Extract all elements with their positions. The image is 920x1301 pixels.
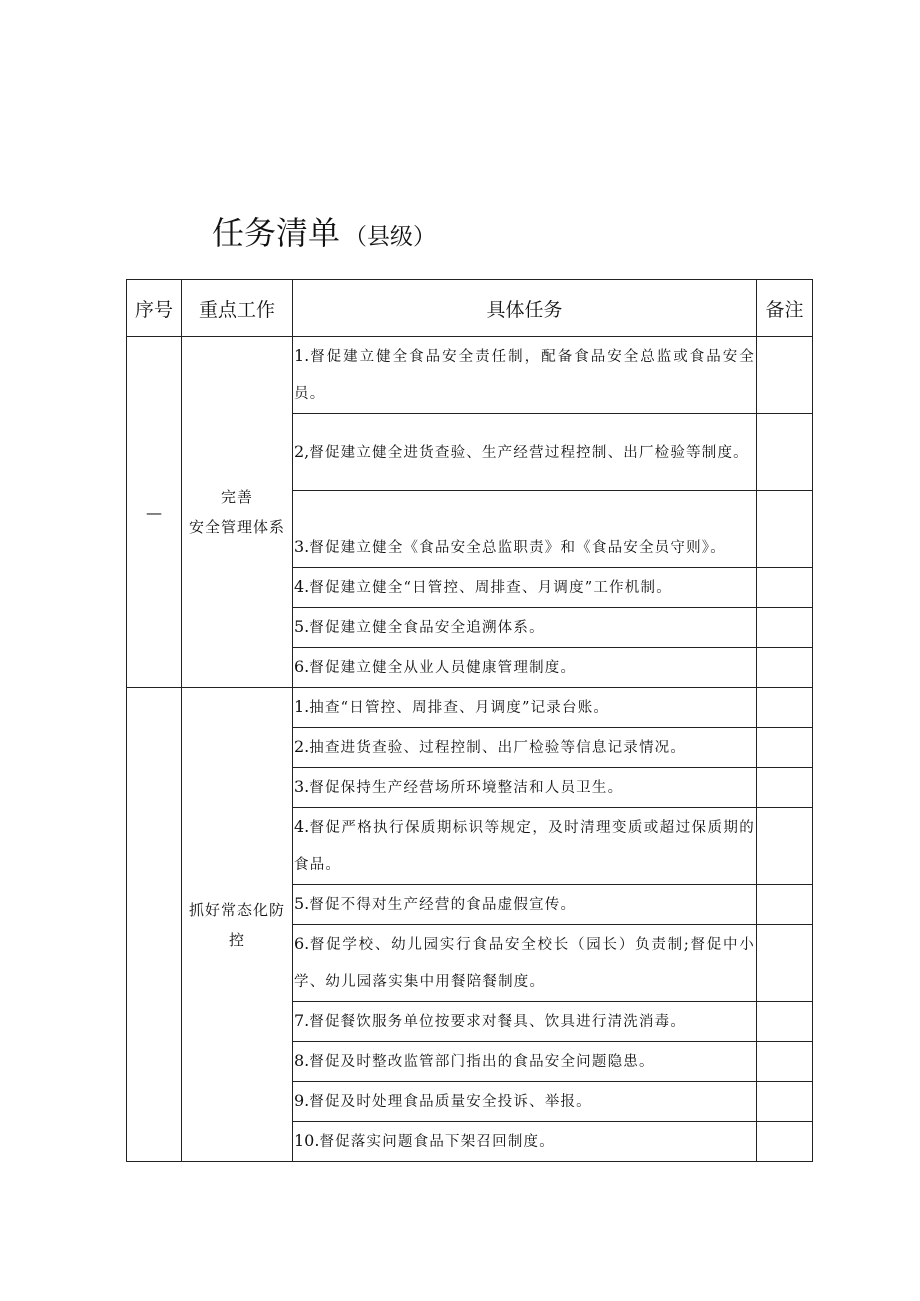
table-row: [127, 337, 813, 414]
focus-line: 抓好常态化防: [188, 900, 285, 919]
note-cell: [757, 568, 813, 608]
section-index: [127, 688, 182, 1162]
task-cell: 3.督促保持生产经营场所环境整洁和人员卫生。: [293, 768, 757, 808]
table-row: [127, 688, 813, 728]
note-cell: [757, 491, 813, 568]
section-focus: [182, 337, 293, 688]
task-cell: 9.督促及时处理食品质量安全投诉、举报。: [293, 1082, 757, 1122]
section-index: —: [127, 337, 182, 688]
task-cell: 2.抽查进货查验、过程控制、出厂检验等信息记录情况。: [293, 728, 757, 768]
note-cell: [757, 1002, 813, 1042]
header-task: 具体任务: [293, 280, 757, 337]
header-focus: 重点工作: [182, 280, 293, 337]
note-cell: [757, 1042, 813, 1082]
focus-line: 完善: [220, 488, 253, 506]
task-cell: 10.督促落实问题食品下架召回制度。: [293, 1122, 757, 1162]
note-cell: [757, 925, 813, 1002]
note-cell: [757, 608, 813, 648]
task-cell: 5.督促不得对生产经营的食品虚假宣传。: [293, 885, 757, 925]
task-cell: 1.督促建立健全食品安全责任制，配备食品安全总监或食品安全员。: [293, 337, 757, 414]
document-title: [212, 208, 436, 254]
note-cell: [757, 885, 813, 925]
task-cell: 4.督促严格执行保质期标识等规定，及时清理变质或超过保质期的食品。: [293, 808, 757, 885]
task-cell: 4.督促建立健全“日管控、周排查、月调度”工作机制。: [293, 568, 757, 608]
task-table: [126, 279, 813, 1162]
task-cell: 1.抽查“日管控、周排查、月调度”记录台账。: [293, 688, 757, 728]
task-cell: 7.督促餐饮服务单位按要求对餐具、饮具进行清洗消毒。: [293, 1002, 757, 1042]
note-cell: [757, 414, 813, 491]
title-main: 任务清单: [212, 214, 341, 252]
task-cell: 8.督促及时整改监管部门指出的食品安全问题隐患。: [293, 1042, 757, 1082]
note-cell: [757, 688, 813, 728]
note-cell: [757, 1082, 813, 1122]
note-cell: [757, 337, 813, 414]
task-cell: 6.督促建立健全从业人员健康管理制度。: [293, 648, 757, 688]
note-cell: [757, 768, 813, 808]
focus-line: 控: [228, 930, 245, 949]
focus-line: 安全管理体系: [188, 518, 285, 536]
task-cell: 2,督促建立健全进货查验、生产经营过程控制、出厂检验等制度。: [293, 414, 757, 491]
header-note: 备注: [757, 280, 813, 337]
note-cell: [757, 808, 813, 885]
section-focus: [182, 688, 293, 1162]
task-cell: 3.督促建立健全《食品安全总监职责》和《食品安全员守则》。: [293, 491, 757, 568]
header-index: 序号: [127, 280, 182, 337]
task-cell: 6.督促学校、幼儿园实行食品安全校长（园长）负责制;督促中小学、幼儿园落实集中用餐陪餐制度。: [293, 925, 757, 1002]
note-cell: [757, 728, 813, 768]
note-cell: [757, 648, 813, 688]
task-cell: 5.督促建立健全食品安全追溯体系。: [293, 608, 757, 648]
note-cell: [757, 1122, 813, 1162]
header-row: [127, 280, 813, 337]
title-sub: （县级）: [344, 224, 437, 250]
